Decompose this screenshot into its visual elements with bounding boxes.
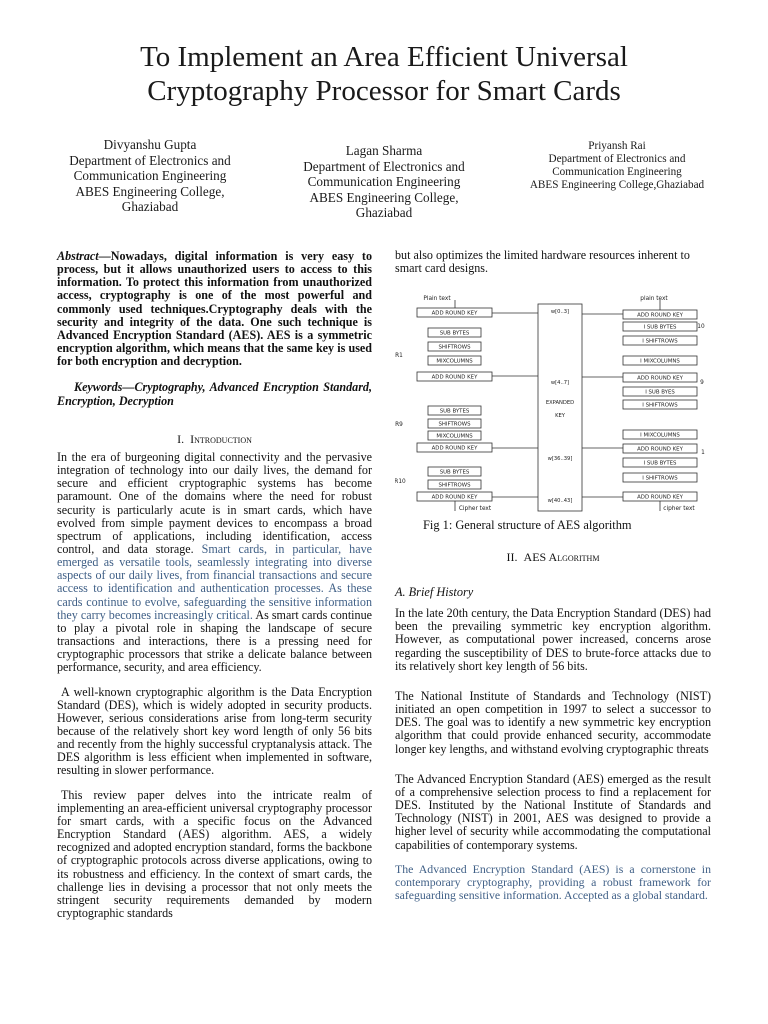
keywords: Keywords—Cryptography, Advanced Encryption Standard, Encryption, Decryption [57,380,372,408]
author-affiliation-line: ABES Engineering College,Ghaziabad [529,179,705,191]
author-affiliation-line: Communication Engineering [307,174,461,189]
author-affiliation-line: Department of Electronics and [548,153,686,165]
abstract-lead: Abstract [57,249,99,263]
cipher-text-label: Cipher text [458,506,492,512]
right-box-label: I MIXCOLUMNS [640,432,680,439]
intro-highlighted-text: Smart cards, in particular, have emerged as versatile tools, seamlessly integrating into diverse aspects of our daily lives, from financial transactions and secure access to identification and authentication processes. As these cards continue to evolve, safeguarding the sensitive information they carry becomes increasingly critical. [57,541,372,622]
left-box-label: SUB BYTES [439,469,470,476]
left-box-label: MIXCOLUMNS [436,433,473,440]
left-column [57,250,372,920]
key-label: w[4..7] [550,380,570,386]
key-label: w[0..3] [550,309,570,315]
intro-text: As smart cards continue to play a pivotal role in shaping the landscape of secure transactions and interactions, there is a pressing need for cryptographic processors that strike a delicate balance between performance, security, and area efficiency. [57,607,372,675]
left-box-label: MIXCOLUMNS [436,358,473,365]
section-title: AES Algorithm [523,550,600,564]
section-number: I. [177,431,185,446]
figure-caption: Fig 1: General structure of AES algorithm [423,518,632,532]
continued-paragraph: but also optimizes the limited hardware resources inherent to smart card designs. [395,248,690,276]
paper-title [40,40,728,108]
section-heading-aes [395,550,711,565]
right-box-label: I SUB BYES [645,389,675,396]
abstract [57,250,372,368]
left-box-label: SHIFTROWS [438,344,471,351]
round-label: R9 [395,422,403,428]
round-number: 9 [700,380,704,386]
round-number: 1 [701,450,705,456]
section-heading-introduction [57,433,372,446]
round-label: R1 [395,353,403,359]
left-box-label: SUB BYTES [439,408,470,415]
history-paragraph-4: The Advanced Encryption Standard (AES) is a cornerstone in contemporary cryptography, providing a robust framework for safeguarding sensitive information. Accepted as a global standard. [395,861,711,903]
right-box-label: ADD ROUND KEY [637,446,683,453]
author-block-1 [55,137,245,215]
right-box-label: I SUB BYTES [643,460,677,467]
left-box-label: ADD ROUND KEY [431,445,478,452]
author-affiliation-line: Ghaziabad [121,199,179,214]
plain-text-label: Plain text [423,296,451,302]
key-label: KEY [555,413,565,419]
right-column-top [395,249,710,275]
aes-structure-figure [395,291,711,517]
aes-diagram [395,291,711,517]
right-box-label: ADD ROUND KEY [637,494,683,501]
author-name: Lagan Sharma [345,143,423,158]
author-affiliation-line: ABES Engineering College, [75,183,225,199]
key-expansion-box [538,304,582,511]
right-box-label: I SHIFTROWS [642,402,678,409]
section-number: II. [506,550,518,564]
author-affiliation-line: Communication Engineering [73,168,227,183]
key-label: EXPANDED [545,400,575,406]
right-box-label: ADD ROUND KEY [637,312,683,319]
right-box-label: ADD ROUND KEY [637,375,683,382]
key-label: w[36..39] [547,456,573,462]
intro-paragraph-3: This review paper delves into the intricate realm of implementing an area-efficient universal cryptography processor for smart cards, with a specific focus on the Advanced Encryption Standard (AES) algorithm. AES, a widely recognized and adopted encryption standard, forms the backbone of cryptographic protocols across diverse applications, owing to its robustness and efficiency. In the context of smart cards, the challenge lies in devising a processor that not only meets the stringent security requirements demanded by modern cryptographic standards [57,787,372,921]
right-box-label: I SUB BYTES [643,324,677,331]
history-paragraph-1: In the late 20th century, the Data Encryption Standard (DES) had been the prevailing symmetric key encryption algorithm. However, as computational power increased, concerns arose regarding the susceptibility of DES to brute-force attacks due to its relatively short key length of 56 bits. [395,606,711,673]
author-affiliation-line: Communication Engineering [552,166,682,178]
round-label: R10 [395,479,406,485]
left-box-label: SHIFTROWS [438,482,471,489]
right-box-label: I SHIFTROWS [642,338,678,345]
right-box-label: I SHIFTROWS [642,475,678,482]
author-block-2 [292,143,476,221]
left-box-label: ADD ROUND KEY [431,374,478,381]
left-box-label: SUB BYTES [439,330,470,337]
intro-text: In the era of burgeoning digital connectivity and the pervasive integration of technology into our daily lives, the demand for secure and efficient cryptographic systems has become paramount. One of the domains where the need for robust security is particularly acute is in smart cards, which have evolved from simple payment devices to encompass a broad spectrum of applications, including identification, access control, and data storage. [57,449,372,556]
author-block-3 [522,140,712,192]
intro-paragraph-2: A well-known cryptographic algorithm is the Data Encryption Standard (DES), which is widely adopted in security products. However, serious considerations arise from long-term security because of the relatively short key word length of only 56 bits and recently from the highly successful cryptanalysis attack. The DES algorithm is less efficient when implemented in software, resulting in slower performance. [57,684,372,778]
title-line-2: Cryptography Processor for Smart Cards [147,75,621,107]
author-name: Priyansh Rai [588,140,646,152]
history-paragraph-2: The National Institute of Standards and Technology (NIST) initiated an open competition in 1997 to select a successor to DES. The goal was to identify a new symmetric key encryption algorithm that could provide enhanced security, accommodate longer key lengths, and withstand evolving cryptographic threats [395,688,711,756]
abstract-body: —Nowadays, digital information is very easy to process, but it allows unauthorized users to access to this information. To protect this information from unauthorized access, cryptography is one of the most powerful and commonly used techniques.Cryptography deals with the security and integrity of the data. One such technique is Advanced Encryption Standard (AES). AES is a symmetric encryption algorithm, which means that the same key is used for both encryption and decryption. [57,249,372,369]
right-column-body [395,575,711,903]
section-title: Introduction [190,431,252,446]
history-paragraph-3: The Advanced Encryption Standard (AES) emerged as the result of a comprehensive selection process to find a replacement for DES. Instituted by the National Institute of Standards and Technology (NIST) in 2001, AES was designed to provide a higher level of security while accommodating the computational capabilities of contemporary systems. [395,771,711,852]
author-affiliation-line: Ghaziabad [355,205,413,220]
round-number: 10 [697,324,705,330]
subsection-heading: A. Brief History [395,585,474,599]
cipher-text-label: cipher text [663,506,695,512]
left-box-label: SHIFTROWS [438,421,471,428]
intro-paragraph-1 [57,451,372,675]
right-box-label: I MIXCOLUMNS [640,358,680,365]
author-affiliation-line: ABES Engineering College, [309,189,459,205]
author-affiliation-line: Department of Electronics and [69,152,231,168]
plain-text-label: plain text [640,296,668,302]
left-box-label: ADD ROUND KEY [431,494,478,501]
author-name: Divyanshu Gupta [103,137,197,152]
title-line-1: To Implement an Area Efficient Universal [140,41,628,73]
left-box-label: ADD ROUND KEY [431,310,478,317]
key-label: w[40..43] [547,498,573,504]
author-affiliation-line: Department of Electronics and [303,158,465,174]
